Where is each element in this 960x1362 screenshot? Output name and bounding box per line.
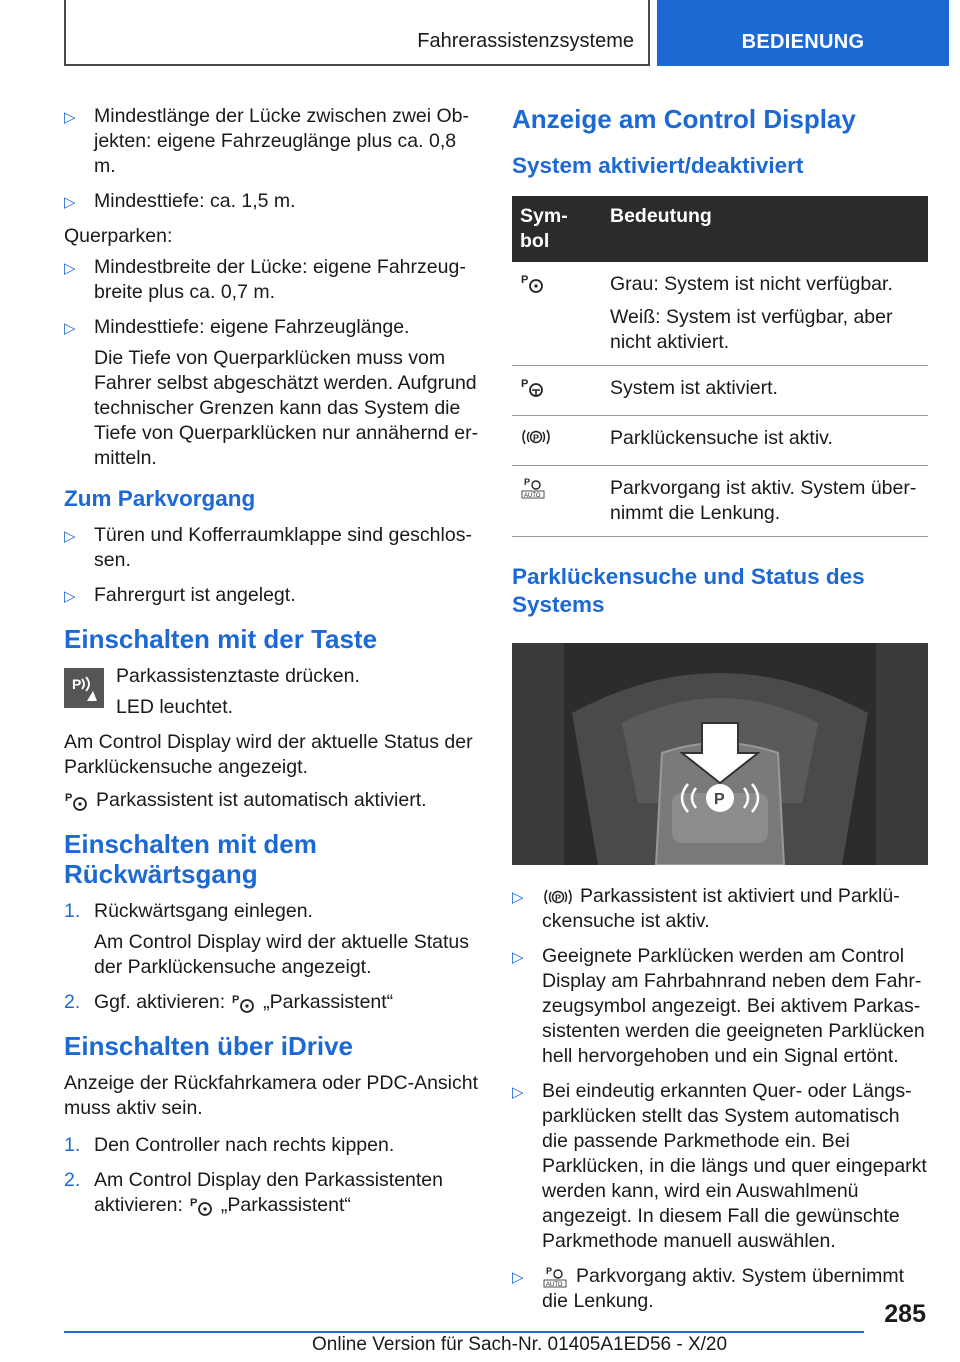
page-number: 285	[884, 1300, 926, 1328]
park-assist-icon	[189, 1195, 215, 1217]
heading-taste: Einschalten mit der Taste	[64, 624, 378, 654]
heading-zum-parkvorgang: Zum Parkvorgang	[64, 486, 256, 511]
list-sub-text: Die Tiefe von Querparklücken muss vom Fahrer selbst abgeschätzt werden. Aufgrund technischer Grenzen kann das System die Tiefe von Querparklücken nur annähernd ermitteln.	[94, 347, 479, 469]
park-assist-icon	[231, 992, 257, 1014]
right-column	[512, 104, 928, 1324]
status-list	[512, 884, 928, 1314]
parking-search-icon	[520, 426, 552, 448]
parking-display-illustration	[512, 643, 928, 865]
svg-text:P: P	[714, 791, 725, 808]
idrive-steps	[64, 1133, 480, 1218]
col-meaning: Bedeutung	[602, 196, 928, 262]
triangle-bullet-icon: ▷	[512, 889, 524, 906]
park-assist-icon	[520, 272, 546, 294]
list-item: ▷ Fahrergurt ist angelegt.	[64, 583, 480, 608]
park-assist-icon	[64, 790, 90, 812]
list-item: 1. Rückwärtsgang einlegen. Am Control Display wird der aktuelle Status der Parklückensuche angezeigt.	[64, 899, 480, 980]
park-auto-icon	[520, 476, 548, 500]
querparken-label: Querparken:	[64, 225, 173, 247]
table-row: P AUTO Parkvorgang ist aktiv. System übernimmt die Lenkung.	[512, 466, 928, 537]
triangle-bullet-icon: ▷	[64, 528, 76, 545]
svg-text:P: P	[524, 477, 531, 487]
heading-anzeige: Anzeige am Control Display	[512, 104, 856, 134]
triangle-bullet-icon: ▷	[64, 260, 76, 277]
querparken-list	[64, 255, 480, 471]
svg-text:P: P	[189, 1196, 198, 1209]
list-item: ▷ Mindesttiefe: eigene Fahrzeuglänge. Die Tiefe von Querparklücken muss vom Fahrer selbst abgeschätzt werden. Aufgrund technischer Grenzen kann das System die Tiefe von Querparklücken nur annähernd ermitteln.	[64, 316, 479, 469]
table-row: P System ist aktiviert.	[512, 366, 928, 416]
list-item: 2. Ggf. aktivieren: P „Parkassistent“	[64, 991, 394, 1013]
svg-text:P: P	[533, 433, 540, 443]
park-auto-icon	[542, 1265, 570, 1289]
list-item: ▷ Mindestbreite der Lücke: eigene Fahrzeugbreite plus ca. 0,7 m.	[64, 256, 466, 303]
triangle-bullet-icon: ▷	[512, 1269, 524, 1286]
triangle-bullet-icon: ▷	[512, 1084, 524, 1101]
table-header-row	[512, 196, 928, 262]
list-item: ▷ Mindesttiefe: ca. 1,5 m.	[64, 189, 480, 214]
park-assist-button-icon	[64, 668, 104, 708]
step-sub-text: Am Control Display wird der aktuelle Status der Parklückensuche angezeigt.	[94, 931, 469, 978]
heading-rueckwaertsgang: Einschalten mit dem Rückwärtsgang	[64, 829, 317, 889]
triangle-bullet-icon: ▷	[512, 949, 524, 966]
gap-length-list	[64, 104, 480, 214]
auto-activated-line: P Parkassistent ist automatisch aktiviert.	[65, 789, 427, 811]
triangle-bullet-icon: ▷	[64, 320, 76, 337]
svg-text:P: P	[65, 791, 73, 804]
list-item: ▷ P Parkassistent ist aktiviert und Parklückensuche ist aktiv.	[512, 885, 900, 932]
button-step	[64, 664, 480, 720]
park-assist-active-icon	[520, 376, 546, 398]
heading-idrive: Einschalten über iDrive	[64, 1031, 353, 1061]
prerequisite-list	[64, 523, 480, 608]
heading-status: Parklückensuche und Status des Systems	[512, 564, 865, 617]
triangle-bullet-icon: ▷	[64, 109, 76, 126]
idrive-paragraph: Anzeige der Rückfahrkamera oder PDC-Ansicht muss aktiv sein.	[64, 1072, 479, 1119]
svg-text:P: P	[521, 274, 529, 286]
list-item: 2. Am Control Display den Parkassistenten aktivieren: P „Parkassistent“	[64, 1169, 443, 1216]
list-item: ▷ Bei eindeutig erkannten Quer- oder Längsparklücken stellt das System automatisch die passende Parkmethode ein. Bei Parklücken, in die längs und quer eingeparkt werden kann, wird ein Auswahlmenü angezeigt. In diesem Fall die gewünschte Parkmethode manuell auswählen.	[512, 1080, 927, 1252]
list-item: ▷ Mindestlänge der Lücke zwischen zwei Objekten: eigene Fahrzeuglänge plus ca. 0,8 m.	[64, 105, 470, 177]
svg-text:P: P	[72, 676, 82, 692]
header-box	[64, 0, 650, 66]
reverse-steps	[64, 899, 480, 1015]
col-symbol: Sym-bol	[512, 196, 602, 262]
table-row: P Grau: System ist nicht verfügbar. Weiß: System ist verfügbar, aber nicht aktiviert.	[512, 262, 928, 366]
svg-text:AUTO: AUTO	[524, 493, 541, 499]
left-column	[64, 104, 480, 1228]
triangle-bullet-icon: ▷	[64, 194, 76, 211]
svg-text:P: P	[521, 378, 529, 390]
status-paragraph: Am Control Display wird der aktuelle Status der Parklückensuche angezeigt.	[64, 731, 473, 778]
list-item: ▷ Türen und Kofferraumklappe sind geschlossen.	[64, 524, 472, 571]
parking-search-icon	[542, 886, 574, 908]
svg-text:AUTO: AUTO	[546, 1281, 563, 1288]
svg-text:P: P	[546, 1265, 553, 1276]
list-item: 1. Den Controller nach rechts kippen.	[64, 1134, 395, 1156]
triangle-bullet-icon: ▷	[64, 588, 76, 605]
section-title: Fahrerassistenzsysteme	[417, 30, 634, 52]
list-item: ▷ P AUTO Parkvorgang aktiv. System übernimmt die Lenkung.	[512, 1265, 905, 1312]
led-text: LED leuchtet.	[116, 696, 234, 718]
svg-text:P: P	[555, 892, 562, 903]
table-row: P Parklückensuche ist aktiv.	[512, 416, 928, 466]
footer-divider	[64, 1331, 864, 1333]
chapter-tab[interactable]: BEDIENUNG	[657, 0, 949, 66]
svg-text:P: P	[232, 993, 240, 1006]
footer-text: Online Version für Sach-Nr. 01405A1ED56 - X/20	[312, 1334, 728, 1355]
symbol-table	[512, 196, 928, 537]
list-item: ▷ Geeignete Parklücken werden am Control Display am Fahrbahnrand neben dem Fahrzeugsymbol angezeigt. Bei aktivem Parkassistenten werden die geeigneten Parklücken hell hervorgehoben und ein Signal ertönt.	[512, 945, 925, 1067]
button-step-text: Parkassistenztaste drücken.	[116, 665, 360, 687]
heading-system: System aktiviert/deaktiviert	[512, 153, 804, 178]
